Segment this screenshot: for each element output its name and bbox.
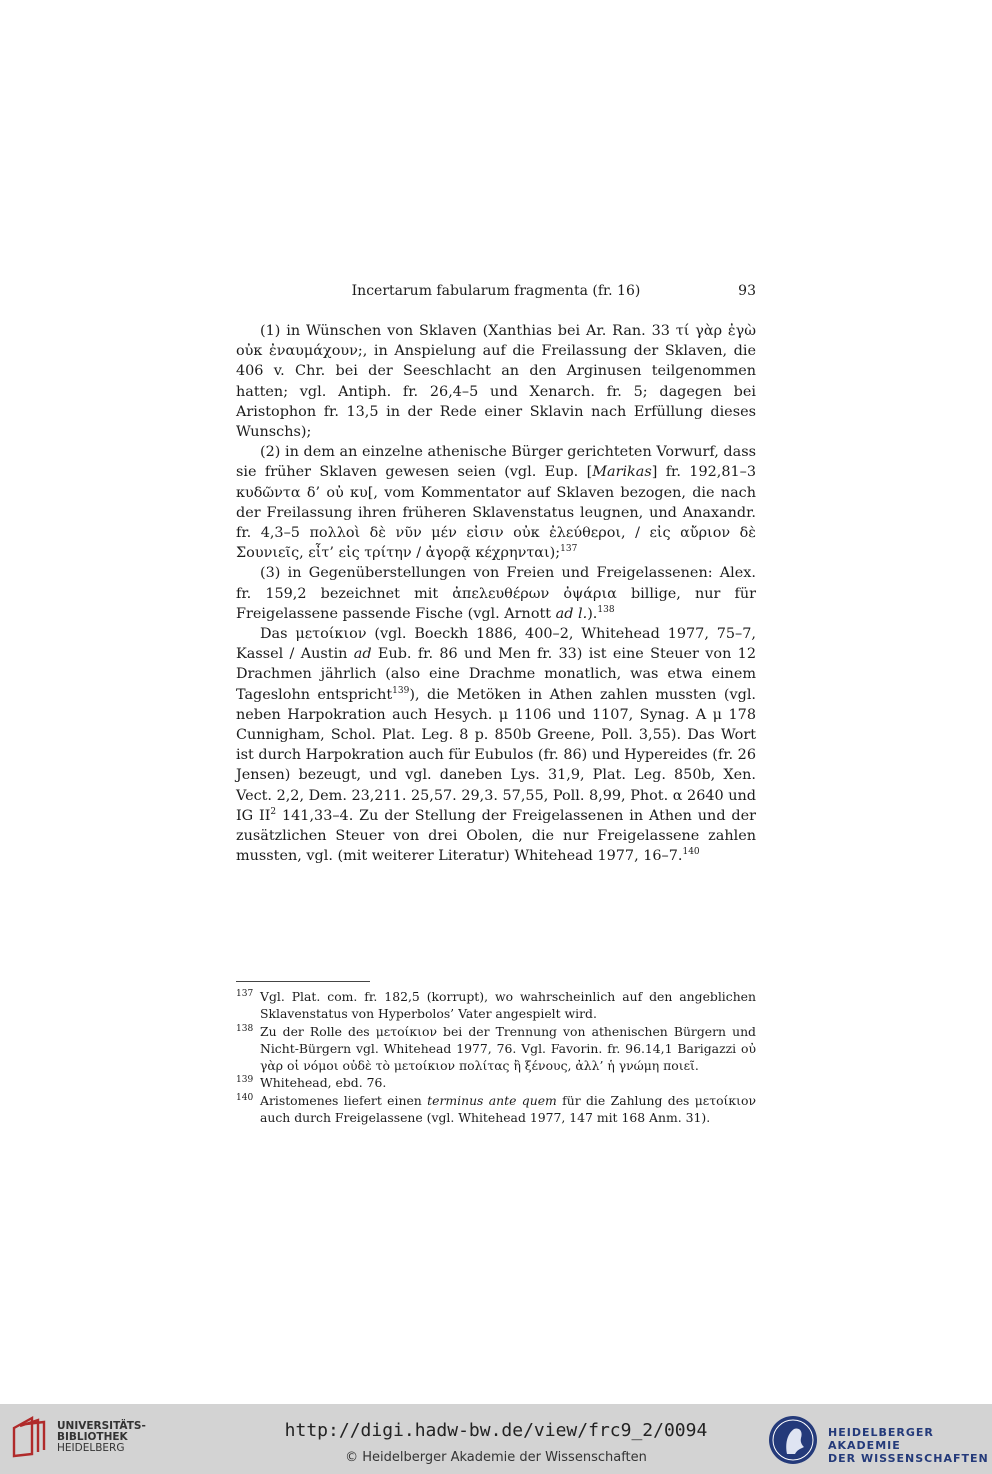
copyright-notice: © Heidelberger Akademie der Wissenschaften	[345, 1450, 647, 1465]
text-run: Eub. fr. 86 und Men fr. 33) ist eine Steuer von 12 Drachmen jährlich (also eine Drachme monatlich, was etwa einem Tageslohn entspricht	[236, 646, 756, 703]
text-run: Vgl. Plat. com. fr. 182,5 (korrupt), wo wahrscheinlich auf den angeblichen Sklavenstatus von Hyperbolos’ Vater angespielt wird.	[260, 989, 756, 1022]
paragraph	[236, 563, 756, 624]
text-run: ] fr. 192,81–3 κυδῶντα δ’ οὐ κυ[, vom Kommentator auf Sklaven bezogen, die nach der Freilassung ihren früheren Sklavenstatus leugnen, und Anaxandr. fr. 4,3–5 πολλοὶ δὲ νῦν μέν εἰσιν οὐκ ἐλεύθεροι, / εἰς αὔριον δὲ Σουνιεῖς, εἶτ’ εἰς τρίτην / ἀγορᾷ κέχρηνται);	[236, 464, 756, 562]
footnote-ref: 140	[682, 847, 700, 858]
text-run: ).	[587, 605, 598, 622]
paragraph	[236, 624, 756, 866]
text-run: Zu der Rolle des μετοίκιον bei der Trennung von athenischen Bürgern und Nicht-Bürgern vgl. Whitehead 1977, 76. Vgl. Favorin. fr. 96.14,1 Barigazzi οὐ γὰρ οἱ νόμοι οὐδὲ τὸ μετοίκιον πολίτας ἢ ξένους, ἀλλ’ ἡ γνώμη ποιεῖ.	[260, 1023, 756, 1074]
permalink-url[interactable]: http://digi.hadw-bw.de/view/frc9_2/0094	[284, 1420, 708, 1441]
main-text	[236, 321, 756, 866]
academy-seal-icon	[767, 1414, 819, 1466]
text-run: Das μετοίκιον (vgl. Boeckh 1886, 400–2, Whitehead 1977, 75–7, Kassel / Austin	[236, 626, 756, 663]
footnote	[236, 1092, 756, 1127]
text-run: (2) in dem an einzelne athenische Bürger gerichteten Vorwurf, dass sie früher Sklaven gewesen seien (vgl. Eup. [	[236, 444, 756, 481]
footnote	[236, 1023, 756, 1075]
running-title: Incertarum fabularum fragmenta (fr. 16)	[351, 283, 641, 299]
footnote-ref: 2	[270, 806, 277, 817]
italic-text: ad	[353, 646, 372, 663]
footnote-number: 139	[236, 1075, 254, 1086]
footnote-ref: 137	[560, 544, 578, 555]
university-library-name: UNIVERSITÄTS- BIBLIOTHEK HEIDELBERG	[57, 1420, 146, 1454]
italic-text: Marikas	[592, 464, 652, 481]
footnote-rule	[236, 981, 370, 982]
footnote-number: 138	[236, 1023, 254, 1034]
text-run: 141,33–4. Zu der Stellung der Freigelassenen in Athen und der zusätzlichen Steuer von drei Obolen, die nur Freigelassene zahlen mussten, vgl. (mit weiterer Literatur) Whitehead 1977, 16–7.	[236, 807, 756, 865]
footnote-number: 140	[236, 1092, 254, 1103]
italic-text: terminus ante quem	[427, 1092, 557, 1108]
footnotes	[236, 988, 756, 1126]
text-run: (3) in Gegenüberstellungen von Freien und Freigelassenen: Alex. fr. 159,2 bezeichnet mit ἀπελευθέρων ὀψάρια billige, nur für Freigelassene passende Fische (vgl. Arnott	[236, 565, 756, 622]
page-number: 93	[738, 283, 756, 299]
paragraph	[236, 321, 756, 442]
viewer-footer	[0, 1404, 992, 1474]
academy-name: HEIDELBERGER AKADEMIE DER WISSENSCHAFTEN	[828, 1426, 989, 1465]
running-header	[236, 283, 756, 305]
footnote-ref: 138	[597, 604, 615, 615]
footnote-ref: 139	[392, 685, 410, 696]
paragraph	[236, 442, 756, 563]
text-run: (1) in Wünschen von Sklaven (Xanthias bei Ar. Ran. 33 τί γὰρ ἐγὼ οὐκ ἐναυμάχουν;, in Anspielung auf die Freilassung der Sklaven, die 406 v. Chr. bei der Seeschlacht an den Arginusen teilgenommen hatten; vgl. Antiph. fr. 26,4–5 und Xenarch. fr. 5; dagegen bei Aristophon fr. 13,5 in der Rede einer Sklavin nach Erfüllung dieses Wunschs);	[236, 323, 756, 441]
footnote-number: 137	[236, 989, 254, 999]
italic-text: ad l.	[555, 605, 588, 622]
footnote	[236, 1074, 756, 1091]
text-run: Whitehead, ebd. 76.	[260, 1075, 387, 1091]
text-run: ), die Metöken in Athen zahlen mussten (vgl. neben Harpokration auch Hesych. μ 1106 und 1107, Synag. A μ 178 Cunnigham, Schol. Plat. Leg. 8 p. 850b Greene, Poll. 3,55). Das Wort ist durch Harpokration auch für Eubulos (fr. 86) und Hypereides (fr. 26 Jensen) bezeugt, und vgl. daneben Lys. 31,9, Plat. Leg. 850b, Xen. Vect. 2,2, Dem. 23,211. 25,57. 29,3. 57,55, Poll. 8,99, Phot. α 2640 und IG II	[236, 686, 756, 824]
text-run: für die Zahlung des μετοίκιον auch durch Freigelassene (vgl. Whitehead 1977, 147 mit 168 Anm. 31).	[260, 1092, 756, 1126]
footnote	[236, 988, 756, 1023]
text-run: Aristomenes liefert einen	[260, 1092, 428, 1108]
